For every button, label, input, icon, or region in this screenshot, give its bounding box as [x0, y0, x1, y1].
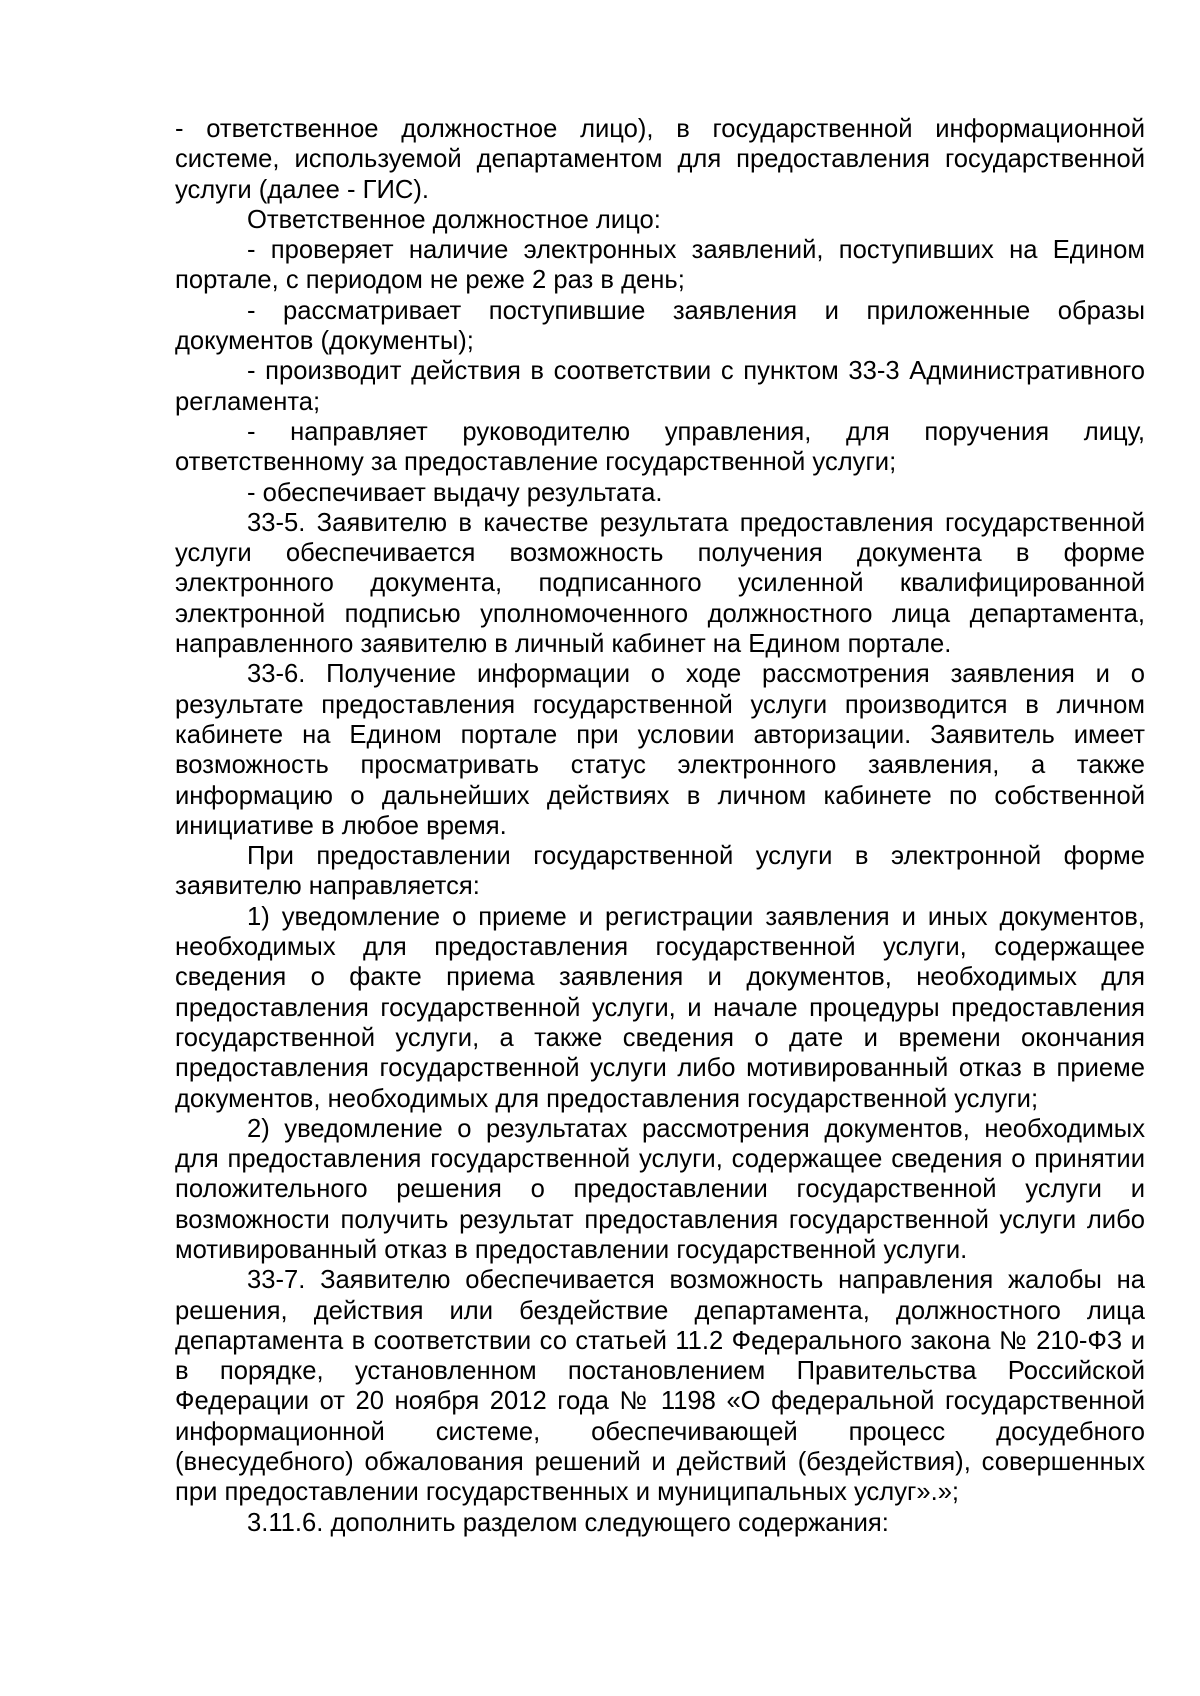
paragraph-33-5: 33-5. Заявителю в качестве результата предоставления государственной услуги обеспечивается возможность получения документа в форме электронного документа, подписанного усиленной квалифицированной электронной подписью уполномоченного должностного лица департамента, направленного заявителю в личный кабинет на Едином портале. — [175, 508, 1145, 659]
paragraph-performs-actions: - производит действия в соответствии с пунктом 33-3 Административного регламента; — [175, 357, 1145, 416]
paragraph-ensures-result: - обеспечивает выдачу результата. — [247, 478, 663, 507]
paragraph-responsible-official-intro: Ответственное должностное лицо: — [247, 205, 661, 234]
paragraph-notice-item-2: 2) уведомление о результатах рассмотрения документов, необходимых для предоставления государственной услуги, содержащее сведения о принятии положительного решения о предоставлении государственной услуги и возможности получить результат предоставления государственной услуги либо мотивированный отказ в предоставлении государственной услуги. — [175, 1114, 1145, 1264]
paragraph-directs-to-head: - направляет руководителю управления, для поручения лицу, ответственному за предоставление государственной услуги; — [175, 417, 1145, 477]
paragraph-notice-item-1: 1) уведомление о приеме и регистрации заявления и иных документов, необходимых для предоставления государственной услуги, содержащее сведения о факте приема заявления и документов, необходимых для предоставления государственной услуги, и начале процедуры предоставления государственной услуги, а также сведения о дате и времени окончания предоставления государственной услуги либо мотивированный отказ в приеме документов, необходимых для предоставления государственной услуги; — [175, 902, 1145, 1113]
paragraph-gis-definition: - ответственное должностное лицо), в государственной информационной системе, используемой департаментом для предоставления государственной услуги (далее - ГИС). — [175, 115, 1145, 204]
paragraph-reviews-applications: - рассматривает поступившие заявления и приложенные образы документов (документы); — [175, 296, 1145, 356]
paragraph-electronic-form-notice: При предоставлении государственной услуги в электронной форме заявителю направляется: — [175, 842, 1145, 901]
paragraph-checks-applications: - проверяет наличие электронных заявлений, поступивших на Едином портале, с периодом не реже 2 раз в день; — [175, 236, 1145, 295]
paragraph-33-7: 33-7. Заявителю обеспечивается возможность направления жалобы на решения, действия или бездействие департамента, должностного лица департамента в соответствии со статьей 11.2 Федерального закона № 210-ФЗ и в порядке, установленном постановлением Правительства Российской Федерации от 20 ноября 2012 года № 1198 «О федеральной государственной информационной системе, обеспечивающей процесс досудебного (внесудебного) обжалования решений и действий (бездействия), совершенных при предоставлении государственных и муниципальных услуг».»; — [175, 1266, 1145, 1507]
paragraph-3-11-6: 3.11.6. дополнить разделом следующего содержания: — [247, 1508, 889, 1537]
document-page — [175, 114, 1145, 1538]
paragraph-33-6: 33-6. Получение информации о ходе рассмотрения заявления и о результате предоставления государственной услуги производится в личном кабинете на Едином портале при условии авторизации. Заявитель имеет возможность просматривать статус электронного заявления, а также информацию о дальнейших действиях в личном кабинете по собственной инициативе в любое время. — [175, 660, 1145, 840]
